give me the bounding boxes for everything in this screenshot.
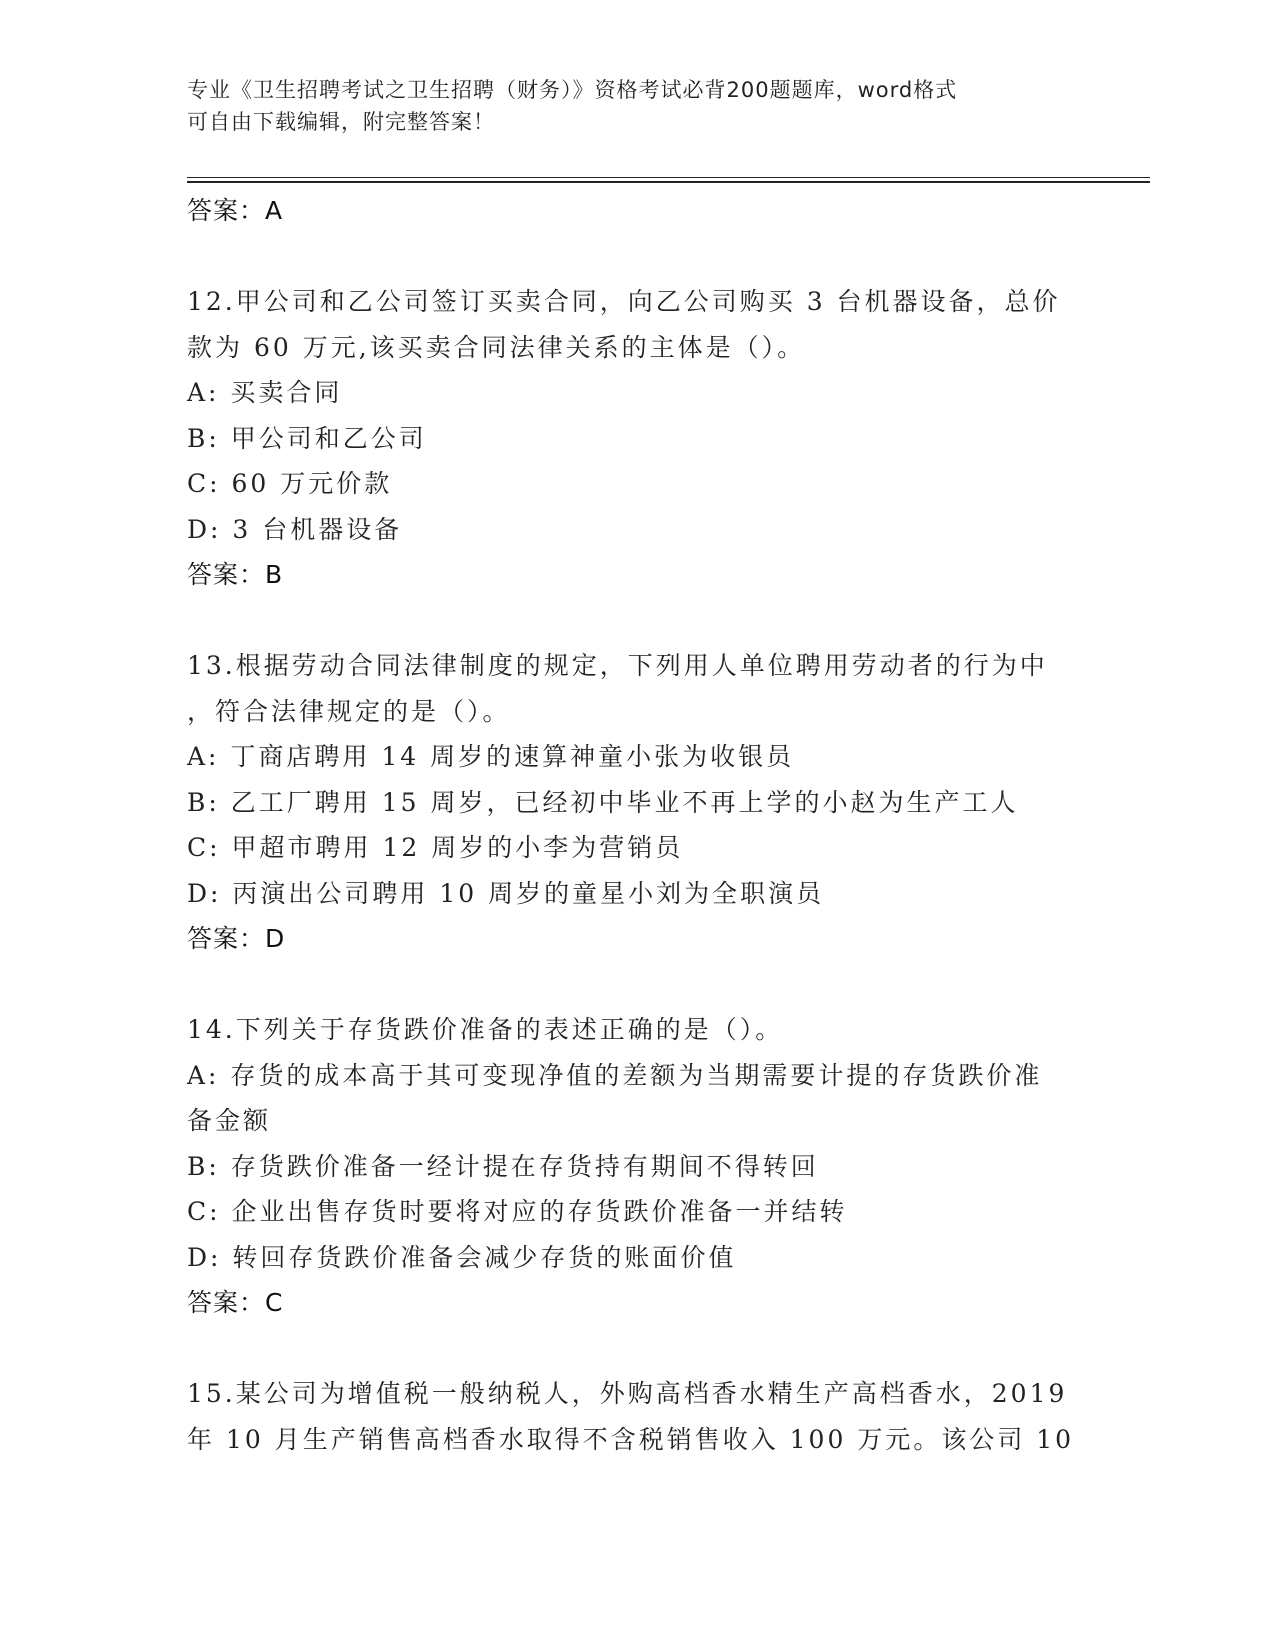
- option-d: D: 3 台机器设备: [187, 514, 403, 544]
- spacer: [187, 1326, 1087, 1372]
- question-12: [187, 279, 1087, 598]
- option-c: C: 企业出售存货时要将对应的存货跌价准备一并结转: [187, 1197, 848, 1226]
- option-b: B: 存货跌价准备一经计提在存货持有期间不得转回: [187, 1151, 819, 1181]
- option-d: D: 转回存货跌价准备会减少存货的账面价值: [187, 1242, 737, 1272]
- header-rule-thin: [187, 177, 1150, 178]
- header-line-1: 专业《卫生招聘考试之卫生招聘（财务）》资格考试必背200题题库，word格式: [187, 78, 958, 102]
- option-d: D: 丙演出公司聘用 10 周岁的童星小刘为全职演员: [187, 878, 825, 908]
- option-a-continued: 备金额: [187, 1106, 272, 1135]
- question-stem: ，符合法律规定的是（）。: [187, 696, 511, 726]
- document-header: [187, 74, 1087, 138]
- option-b: B: 乙工厂聘用 15 周岁，已经初中毕业不再上学的小赵为生产工人: [187, 787, 1019, 817]
- option-c: C: 甲超市聘用 12 周岁的小李为营销员: [187, 833, 684, 862]
- question-13: [187, 643, 1087, 962]
- option-a: A: 丁商店聘用 14 周岁的速算神童小张为收银员: [187, 742, 795, 771]
- question-stem: 13.根据劳动合同法律制度的规定，下列用人单位聘用劳动者的行为中: [187, 651, 1048, 680]
- header-line-2: 可自由下载编辑，附完整答案！: [187, 110, 495, 134]
- question-list: [187, 188, 1087, 1462]
- option-a: A: 买卖合同: [187, 378, 343, 407]
- question-stem: 14.下列关于存货跌价准备的表述正确的是（）。: [187, 1015, 784, 1044]
- answer: 答案：B: [187, 560, 284, 589]
- spacer: [187, 598, 1087, 644]
- option-a: A: 存货的成本高于其可变现净值的差额为当期需要计提的存货跌价准: [187, 1060, 1043, 1090]
- question-stem: 15.某公司为增值税一般纳税人，外购高档香水精生产高档香水，2019: [187, 1379, 1068, 1408]
- answer: 答案：D: [187, 924, 286, 953]
- answer-previous: 答案：A: [187, 196, 284, 225]
- spacer: [187, 234, 1087, 280]
- question-15: [187, 1371, 1087, 1462]
- spacer: [187, 962, 1087, 1008]
- question-stem: 12.甲公司和乙公司签订买卖合同，向乙公司购买 3 台机器设备，总价: [187, 287, 1061, 316]
- option-c: C: 60 万元价款: [187, 469, 393, 498]
- answer: 答案：C: [187, 1288, 284, 1317]
- header-rule-thick: [187, 181, 1150, 183]
- option-b: B: 甲公司和乙公司: [187, 423, 427, 453]
- question-stem: 款为 60 万元,该买卖合同法律关系的主体是（）。: [187, 332, 806, 362]
- question-14: [187, 1007, 1087, 1326]
- question-stem: 年 10 月生产销售高档香水取得不含税销售收入 100 万元。该公司 10: [187, 1424, 1075, 1454]
